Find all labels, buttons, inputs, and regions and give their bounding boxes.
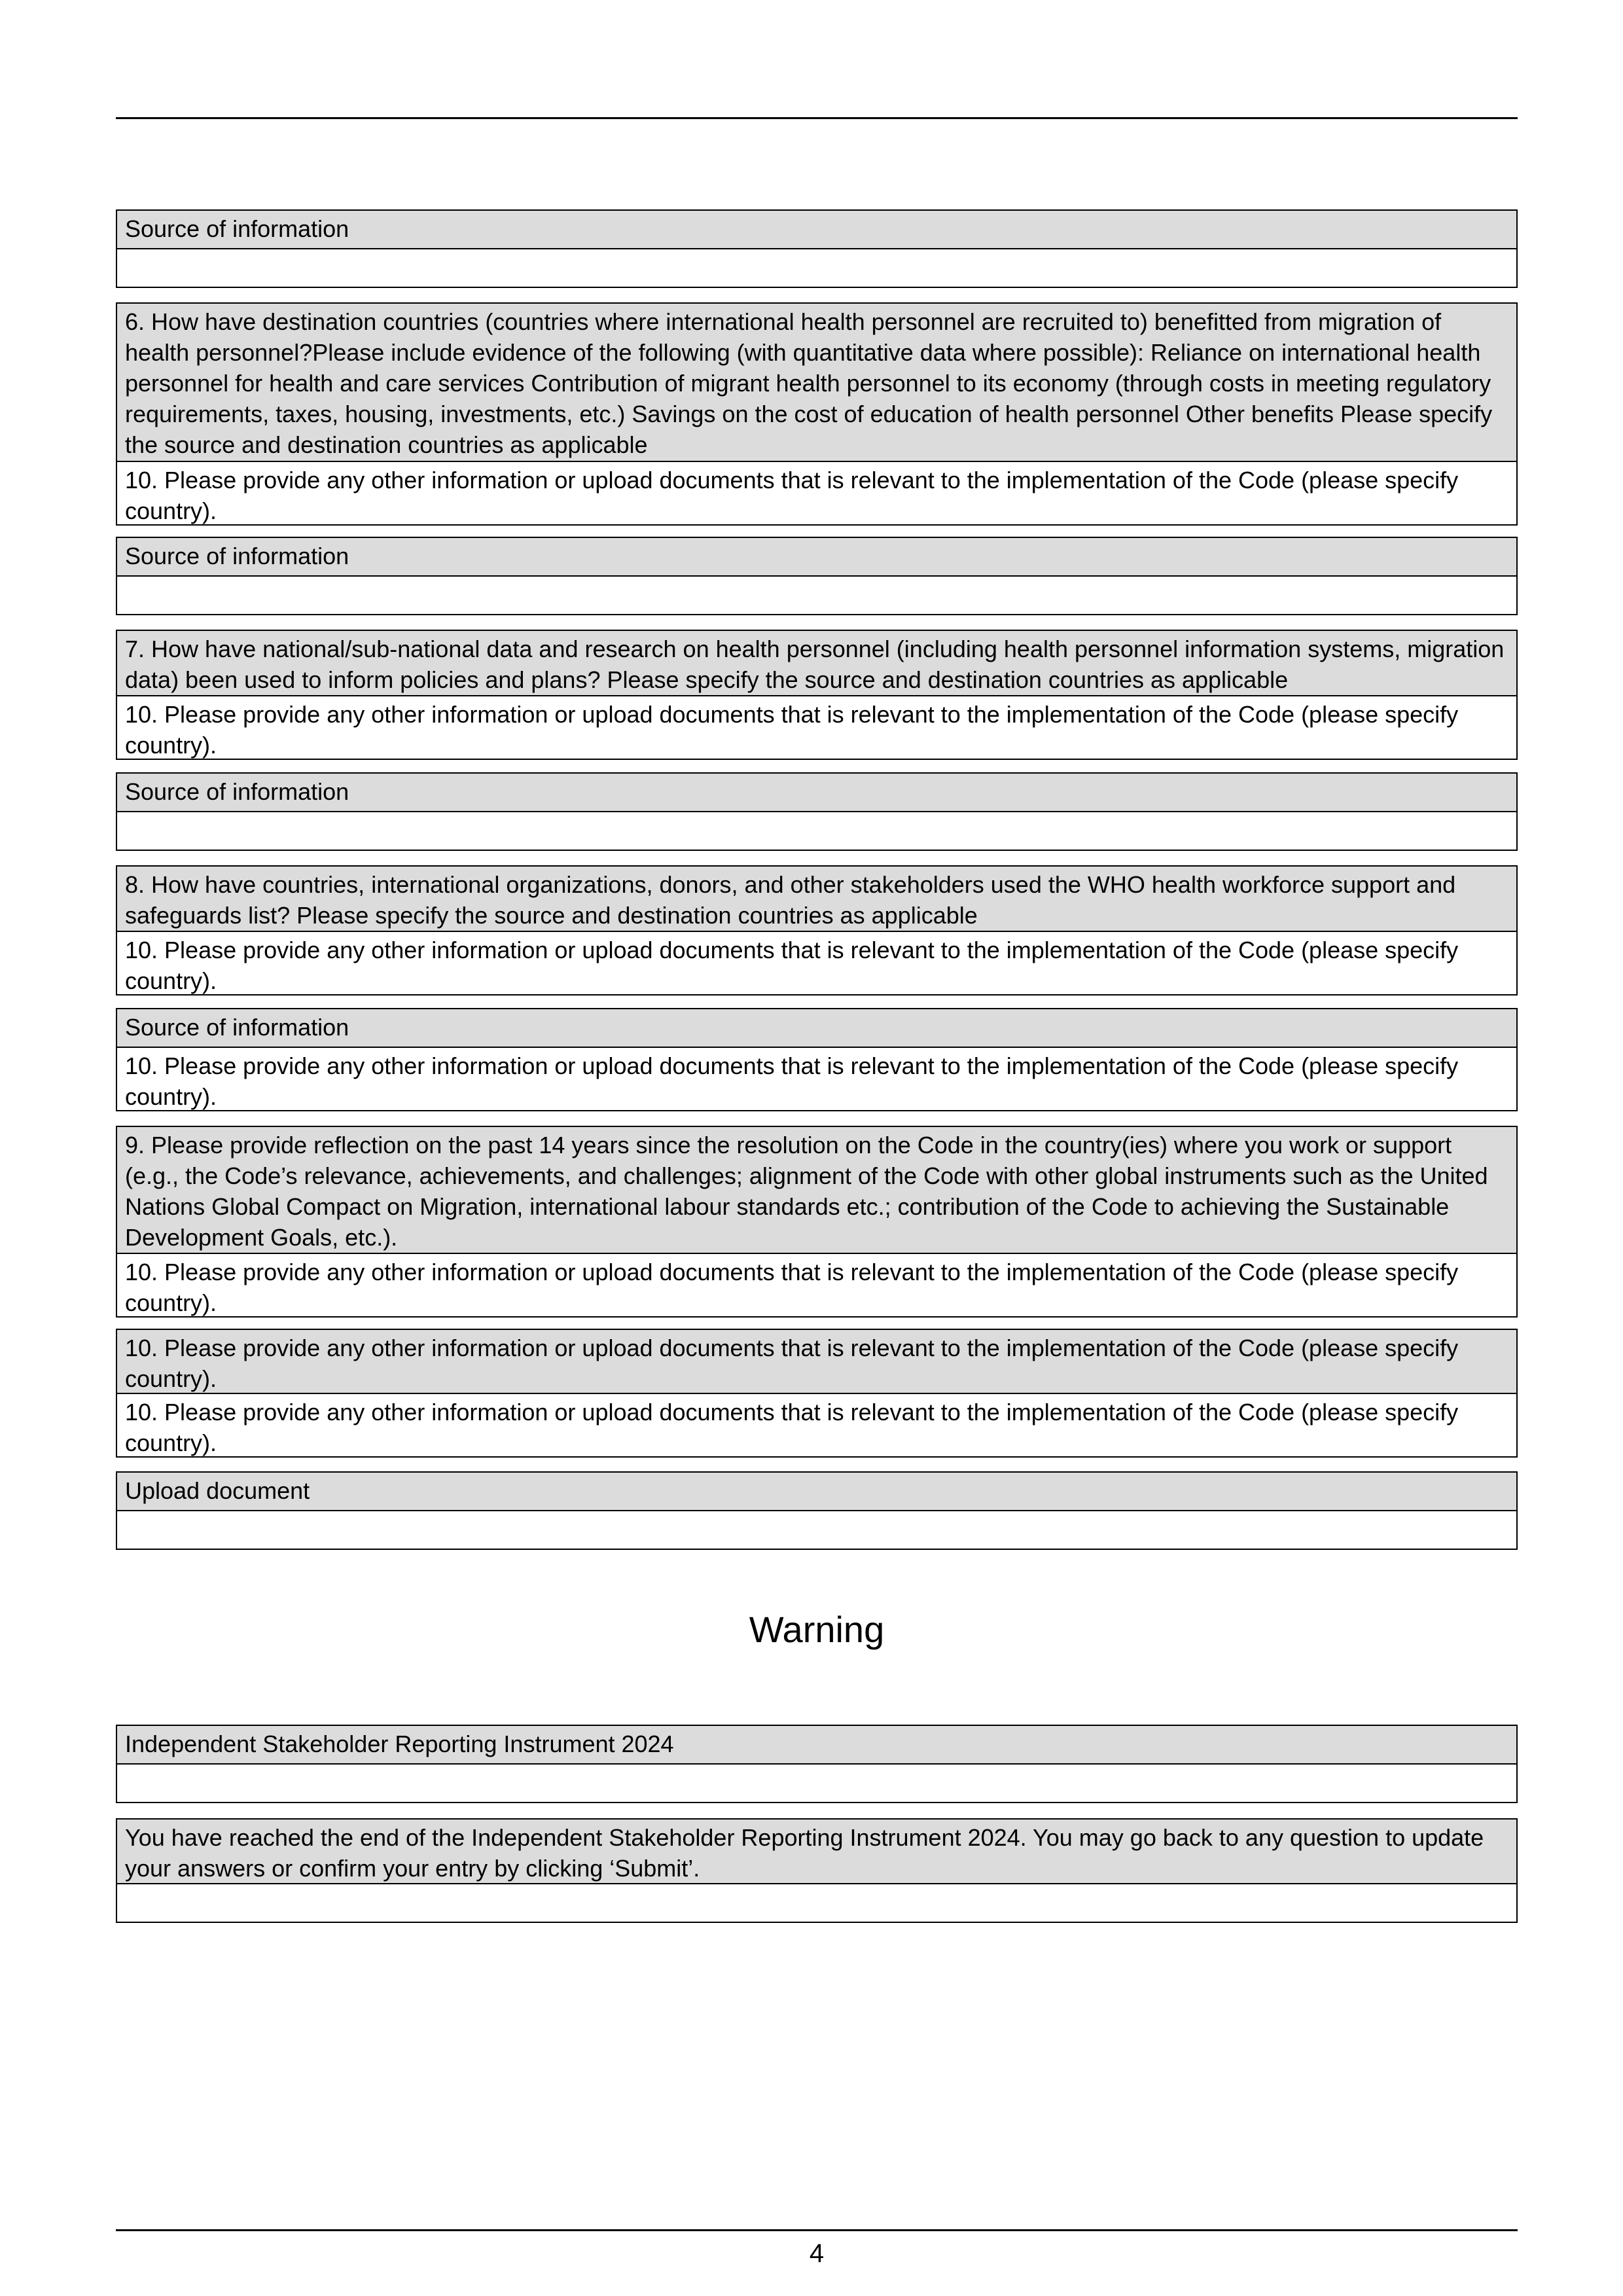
- field-answer[interactable]: [117, 1883, 1516, 1922]
- end-of-instrument-block: [116, 1818, 1518, 1923]
- instrument-title-block: [116, 1725, 1518, 1803]
- question-6-block: [116, 302, 1518, 526]
- field-answer[interactable]: 10. Please provide any other information or upload documents that is relevant to the implementation of the Code (please specify country).: [117, 1253, 1516, 1316]
- field-header: Independent Stakeholder Reporting Instrument 2024: [117, 1726, 1516, 1763]
- question-text: 7. How have national/sub-national data and research on health personnel (including health personnel information systems, migration data) been used to inform policies and plans? Please specify the source and destination countries as applicable: [117, 631, 1516, 695]
- question-text: 8. How have countries, international organizations, donors, and other stakeholders used the WHO health workforce support and safeguards list? Please specify the source and destination countries as applicable: [117, 867, 1516, 931]
- field-answer[interactable]: [117, 1763, 1516, 1802]
- field-answer[interactable]: [117, 575, 1516, 614]
- field-answer[interactable]: [117, 811, 1516, 850]
- field-header: Source of information: [117, 538, 1516, 575]
- section-title: Warning: [749, 1609, 885, 1650]
- field-answer[interactable]: 10. Please provide any other information or upload documents that is relevant to the implementation of the Code (please specify country).: [117, 695, 1516, 759]
- field-answer[interactable]: 10. Please provide any other information or upload documents that is relevant to the implementation of the Code (please specify country).: [117, 1393, 1516, 1456]
- source-of-information-block: [116, 537, 1518, 615]
- source-of-information-block: [116, 772, 1518, 851]
- source-of-information-block: [116, 209, 1518, 288]
- question-text: 10. Please provide any other information or upload documents that is relevant to the implementation of the Code (please specify country).: [117, 1330, 1516, 1393]
- question-8-block: [116, 865, 1518, 996]
- page-number: 4: [809, 2239, 825, 2268]
- source-of-information-block: [116, 1008, 1518, 1111]
- field-answer[interactable]: 10. Please provide any other information or upload documents that is relevant to the implementation of the Code (please specify country).: [117, 931, 1516, 994]
- question-10-block: [116, 1329, 1518, 1458]
- upload-field[interactable]: [117, 1510, 1516, 1549]
- footer-rule: [116, 2229, 1518, 2231]
- field-header: Source of information: [117, 774, 1516, 811]
- question-text: 6. How have destination countries (countries where international health personnel are recruited to) benefitted from migration of health personnel?Please include evidence of the following (with quantitative data where possible): Reliance on international health personnel for health and care services Contribution of migrant health personnel to its economy (through costs in meeting regulatory requirements, taxes, housing, investments, etc.) Savings on the cost of education of health personnel Other benefits Please specify the source and destination countries as applicable: [117, 304, 1516, 461]
- question-9-block: [116, 1126, 1518, 1318]
- end-message: You have reached the end of the Independent Stakeholder Reporting Instrument 2024. You may go back to any question to update your answers or confirm your entry by clicking ‘Submit’.: [117, 1820, 1516, 1883]
- question-text: 9. Please provide reflection on the past 14 years since the resolution on the Code in the country(ies) where you work or support (e.g., the Code’s relevance, achievements, and challenges; alignment of the Code with other global instruments such as the United Nations Global Compact on Migration, international labour standards etc.; contribution of the Code to achieving the Sustainable Development Goals, etc.).: [117, 1127, 1516, 1253]
- field-answer[interactable]: 10. Please provide any other information or upload documents that is relevant to the implementation of the Code (please specify country).: [117, 461, 1516, 524]
- field-header: Source of information: [117, 211, 1516, 248]
- header-rule: [116, 117, 1518, 119]
- field-answer[interactable]: [117, 248, 1516, 287]
- field-header: Source of information: [117, 1009, 1516, 1047]
- question-7-block: [116, 630, 1518, 760]
- upload-document-block: [116, 1471, 1518, 1550]
- field-answer[interactable]: 10. Please provide any other information or upload documents that is relevant to the implementation of the Code (please specify country).: [117, 1047, 1516, 1110]
- field-header: Upload document: [117, 1473, 1516, 1510]
